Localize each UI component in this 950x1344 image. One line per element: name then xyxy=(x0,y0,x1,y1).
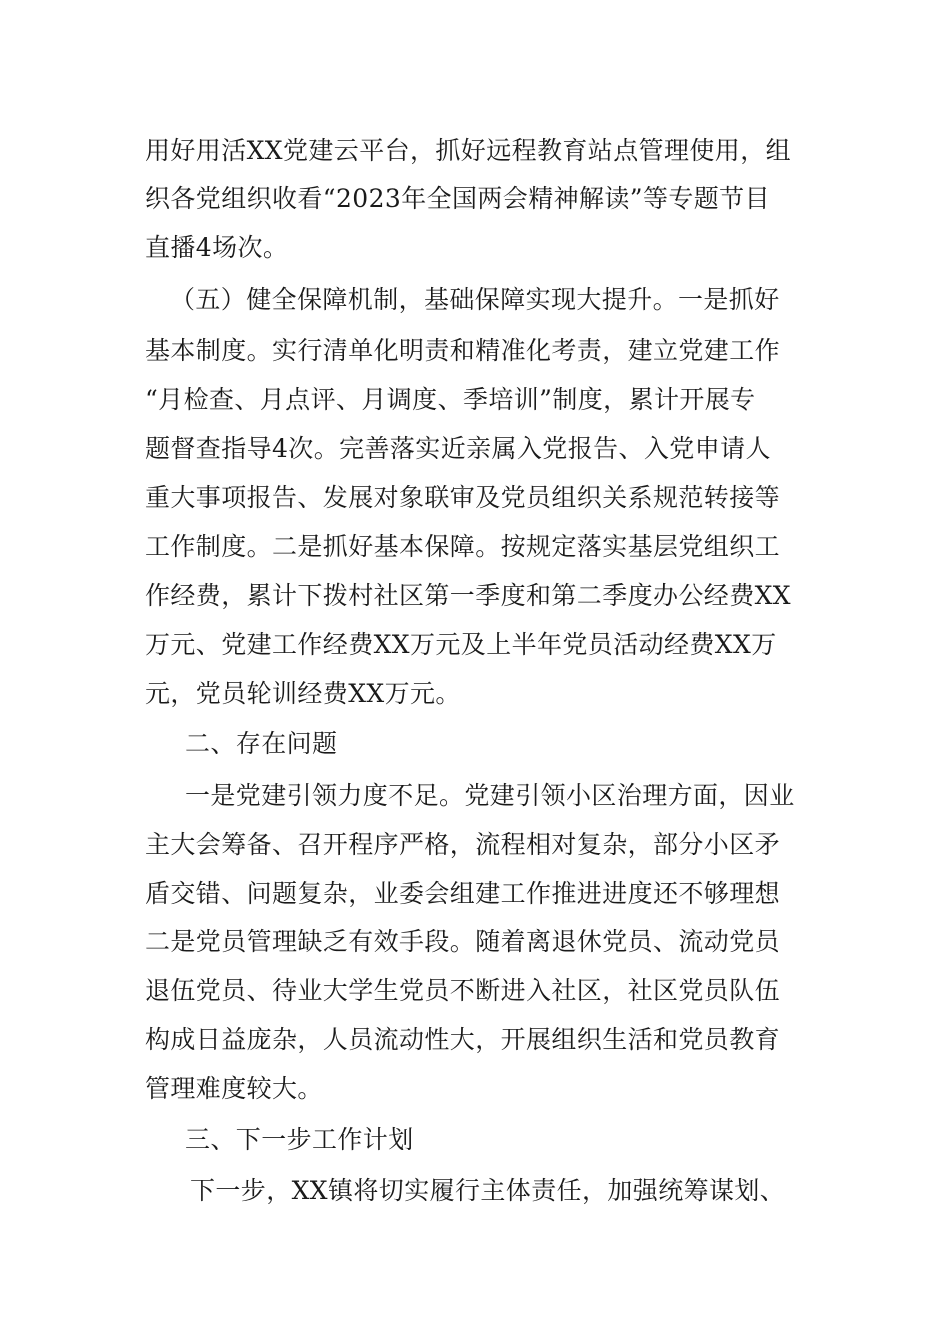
text-line-7: 题督查指导4次。完善落实近亲属入党报告、入党申请人 xyxy=(145,434,771,463)
text-line-3: 直播4场次。 xyxy=(145,233,289,262)
text-line-20: 管理难度较大。 xyxy=(145,1074,323,1103)
text-line-2: 织各党组织收看“2023年全国两会精神解读”等专题节目 xyxy=(145,184,770,213)
section-heading-next-steps: 三、下一步工作计划 xyxy=(185,1125,414,1154)
text-line-15: 主大会筹备、召开程序严格，流程相对复杂，部分小区矛 xyxy=(145,830,781,859)
text-line-18: 退伍党员、待业大学生党员不断进入社区，社区党员队伍 xyxy=(145,976,781,1005)
text-line-12: 元，党员轮训经费XX万元。 xyxy=(145,679,461,708)
text-line-6: “月检查、月点评、月调度、季培训”制度，累计开展专 xyxy=(145,385,756,414)
section-heading-problems: 二、存在问题 xyxy=(185,729,338,758)
text-line-10: 作经费，累计下拨村社区第一季度和第二季度办公经费XX xyxy=(145,581,791,610)
text-line-9: 工作制度。二是抓好基本保障。按规定落实基层党组织工 xyxy=(145,532,781,561)
text-line-11: 万元、党建工作经费XX万元及上半年党员活动经费XX万 xyxy=(145,630,777,659)
section-heading-five: （五）健全保障机制，基础保障实现大提升。一是抓好 xyxy=(170,285,780,314)
text-line-17: 二是党员管理缺乏有效手段。随着离退休党员、流动党员 xyxy=(145,927,781,956)
text-line-19: 构成日益庞杂，人员流动性大，开展组织生活和党员教育 xyxy=(145,1025,781,1054)
text-line-16: 盾交错、问题复杂，业委会组建工作推进进度还不够理想 xyxy=(145,879,781,908)
text-line-1: 用好用活XX党建云平台，抓好远程教育站点管理使用，组 xyxy=(145,136,791,165)
text-line-8: 重大事项报告、发展对象联审及党员组织关系规范转接等 xyxy=(145,483,781,512)
text-line-14: 一是党建引领力度不足。党建引领小区治理方面，因业 xyxy=(185,781,795,810)
text-line-5: 基本制度。实行清单化明责和精准化考责，建立党建工作 xyxy=(145,336,781,365)
text-line-22: 下一步，XX镇将切实履行主体责任，加强统筹谋划、 xyxy=(190,1176,786,1205)
